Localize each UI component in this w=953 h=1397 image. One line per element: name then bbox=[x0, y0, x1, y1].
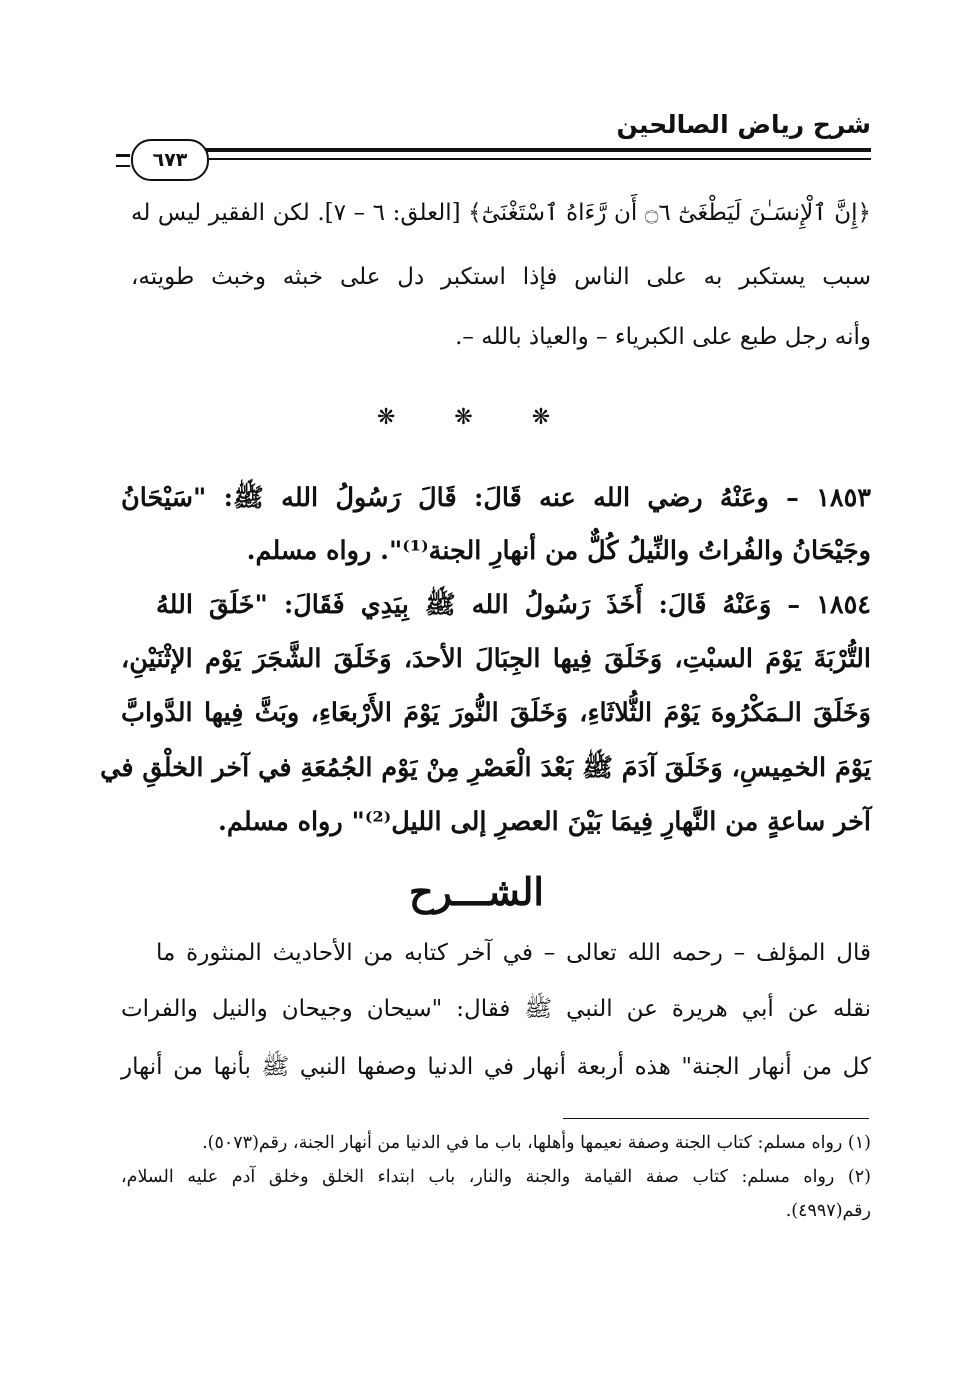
footnote-1: (١) رواه مسلم: كتاب الجنة وصفة نعيمها وأهلها، باب ما في الدنيا من أنهار الجنة، رقم(٥٠٧٣). bbox=[202, 1133, 871, 1153]
commentary-line: نقله عن أبي هريرة عن النبي ﷺ فقال: "سيحان وجيحان والنيل والفرات bbox=[121, 996, 872, 1022]
page-number: ٦٧٣ bbox=[131, 139, 209, 181]
hadith-line: ١٨٥٤ – وَعَنْهُ قَالَ: أَخَذَ رَسُولُ الله ﷺ بِيَدِي فَقَالَ: "خَلَقَ اللهُ bbox=[156, 590, 871, 620]
footnote-divider bbox=[563, 1118, 869, 1119]
commentary-line: قال المؤلف – رحمه الله تعالى – في آخر كتابه من الأحاديث المنثورة ما bbox=[156, 940, 871, 966]
book-title: شرح رياض الصالحين bbox=[616, 110, 871, 139]
section-heading: الشـــرح bbox=[409, 869, 544, 914]
intro-line: وأنه رجل طبع على الكبرياء – والعياذ بالله –. bbox=[455, 324, 871, 350]
commentary-line: كل من أنهار الجنة" هذه أربعة أنهار في الدنيا وصفها النبي ﷺ بأنها من أنهار bbox=[121, 1054, 871, 1080]
footnote-2: (٢) رواه مسلم: كتاب صفة القيامة والجنة والنار، باب ابتداء الخلق وخلق آدم عليه السلام، bbox=[121, 1167, 871, 1187]
hadith-line: وَخَلَقَ الـمَكْرُوهَ يَوْمَ الثُّلاثَاءِ، وَخَلَقَ النُّورَ يَوْمَ الأَرْبعَاءِ، وبَثَّ فِيها الدَّوابَّ bbox=[121, 698, 871, 728]
footnote-2-continued: رقم(٤٩٩٧). bbox=[785, 1201, 871, 1221]
header-rule-end bbox=[116, 154, 130, 167]
hadith-line: التُّرْبَةَ يَوْمَ السبْتِ، وَخَلَقَ فِيها الجِبَالَ الأحدَ، وَخَلَقَ الشَّجَرَ يَوْم الإثْنَيْنِ، bbox=[121, 644, 871, 674]
header-rule bbox=[205, 148, 871, 160]
hadith-line: يَوْمَ الخمِيسِ، وَخَلَقَ آدَمَ ﷺ بَعْدَ الْعَصْرِ مِنْ يَوْم الجُمُعَةِ في آخر الخلْقِ في bbox=[100, 753, 871, 783]
hadith-line: وجَيْحَانُ والفُراتُ والنِّيلُ كُلٌّ من أنهارِ الجنة⁽¹⁾". رواه مسلم. bbox=[246, 536, 871, 566]
intro-line: سبب يستكبر به على الناس فإذا استكبر دل على خبثه وخبث طويته، bbox=[131, 264, 871, 290]
separator-stars: ❋ ❋ ❋ bbox=[376, 405, 577, 430]
intro-line: ﴿إِنَّ ٱلْإِنسَـٰنَ لَيَطْغَىٰٓ ۝٦ أَن رَّءَاهُ ٱسْتَغْنَىٰٓ﴾ [العلق: ٦ – ٧]. لكن الفقير ليس له bbox=[131, 200, 871, 226]
hadith-line: آخر ساعةٍ من النَّهارِ فِيمَا بَيْنَ العصرِ إلى الليل⁽²⁾" رواه مسلم. bbox=[218, 807, 871, 837]
hadith-line: ١٨٥٣ – وعَنْهُ رضي الله عنه قَالَ: قَالَ رَسُولُ الله ﷺ: "سَيْحَانُ bbox=[121, 483, 871, 513]
